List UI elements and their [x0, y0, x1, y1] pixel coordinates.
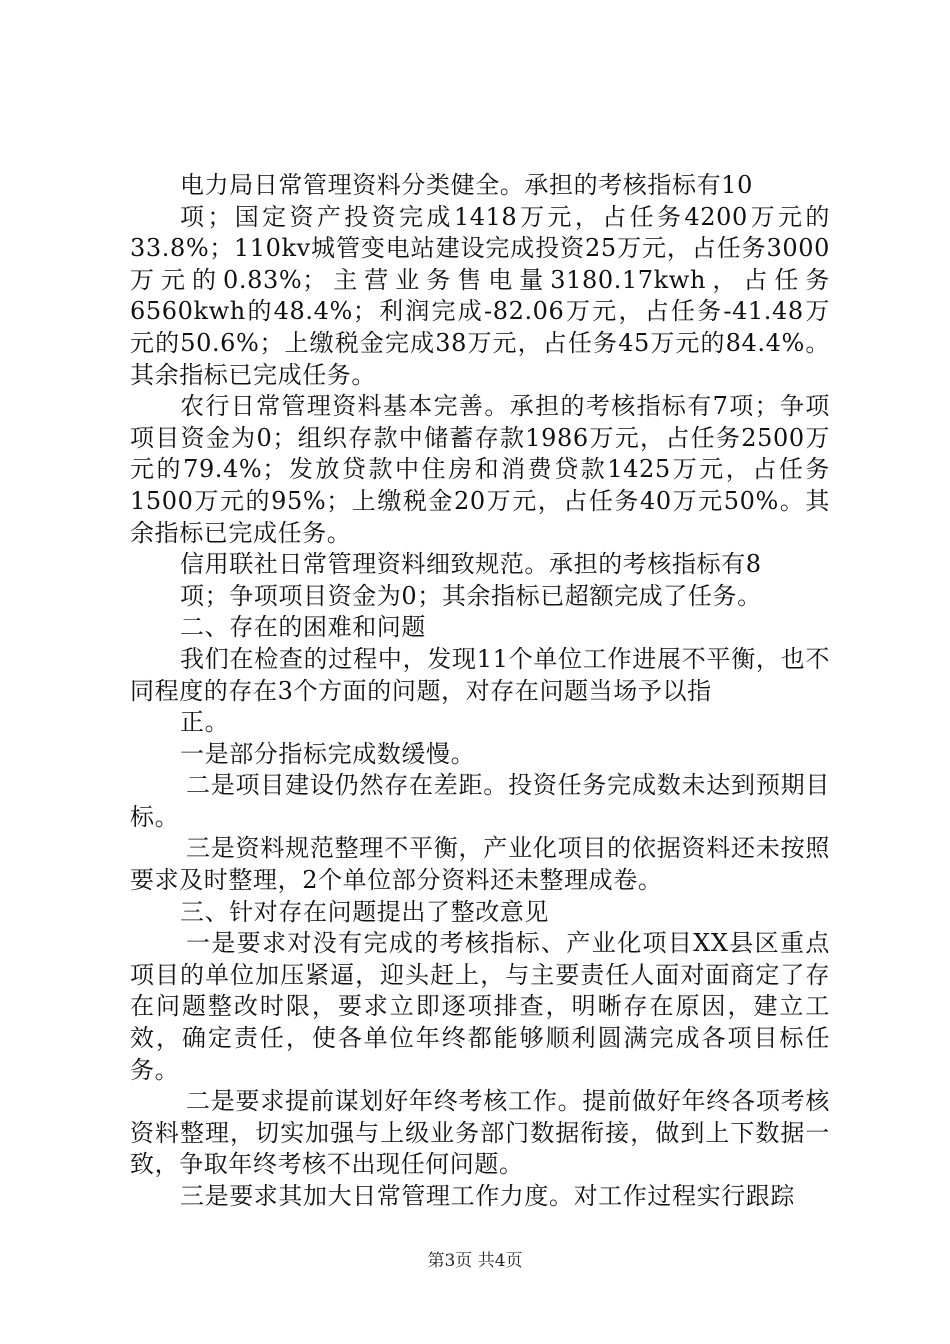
paragraph-credit-union-details: 项；争项项目资金为0；其余指标已超额完成了任务。 — [180, 581, 762, 610]
paragraph-problems-overview: 我们在检查的过程中，发现11个单位工作进展不平衡，也不同程度的存在3个方面的问题，对存在问题当场予以指 — [130, 644, 830, 705]
paragraph-credit-union-intro: 信用联社日常管理资料细致规范。承担的考核指标有8 — [180, 550, 762, 579]
paragraph-rectification-one: 一是要求对没有完成的考核指标、产业化项目XX县区重点项目的单位加压紧逼，迎头赶上，与主要责任人面对面商定了存在问题整改时限，要求立即逐项排查，明晰存在原因，建立工效，确定责任，使各单位年终都能够顺利圆满完成各项目标任务。 — [130, 929, 830, 1084]
document-body — [130, 170, 830, 1213]
paragraph-agri-bank: 农行日常管理资料基本完善。承担的考核指标有7项；争项项目资金为0；组织存款中储蓄存款1986万元，占任务2500万元的79.4%；发放贷款中住房和消费贷款1425万元，占任务1500万元的95%；上缴税金20万元，占任务40万元50%。其余指标已完成任务。 — [130, 392, 830, 547]
paragraph-rectification-two: 二是要求提前谋划好年终考核工作。提前做好年终各项考核资料整理，切实加强与上级业务部门数据衔接，做到上下数据一致，争取年终考核不出现任何问题。 — [130, 1087, 830, 1179]
paragraph-power-bureau-intro: 电力局日常管理资料分类健全。承担的考核指标有10 — [180, 171, 753, 199]
paragraph-problem-three: 三是资料规范整理不平衡，产业化项目的依据资料还未按照要求及时整理，2个单位部分资料还未整理成卷。 — [130, 834, 830, 895]
paragraph-power-bureau-details: 项；国定资产投资完成1418万元，占任务4200万元的33.8%；110kv城管变电站建设完成投资25万元，占任务3000万元的0.83%；主营业务售电量3180.17kwh，占任务6560kwh的48.4%；利润完成-82.06万元，占任务-41.48万元的50.6%；上缴税金完成38万元，占任务45万元的84.4%。其余指标已完成任务。 — [130, 202, 830, 389]
paragraph-rectification-three: 三是要求其加大日常管理工作力度。对工作过程实行跟踪 — [180, 1182, 795, 1210]
paragraph-problem-one: 一是部分指标完成数缓慢。 — [180, 739, 476, 768]
section-heading-problems: 二、存在的困难和问题 — [180, 613, 426, 642]
page-number-footer: 第3页 共4页 — [427, 1251, 523, 1271]
paragraph-problem-two: 二是项目建设仍然存在差距。投资任务完成数未达到预期目标。 — [130, 771, 830, 831]
paragraph-problems-overview-end: 正。 — [180, 708, 230, 737]
section-heading-rectification: 三、针对存在问题提出了整改意见 — [180, 897, 549, 926]
